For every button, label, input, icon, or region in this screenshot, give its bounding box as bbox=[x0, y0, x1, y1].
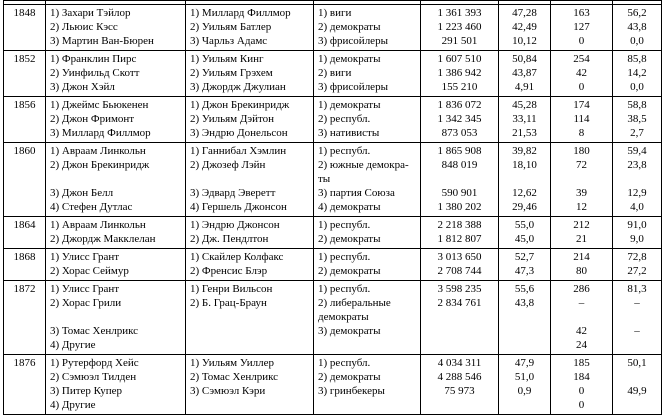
cell-year bbox=[4, 5, 46, 51]
cell-electors bbox=[551, 5, 613, 51]
cell-line: 1) Джеймс Бьюкенен bbox=[50, 99, 149, 111]
cell-line: 91,0 bbox=[627, 219, 647, 231]
cell-line: 1856 bbox=[13, 99, 36, 111]
cell-line: 114 bbox=[573, 113, 590, 125]
cell-line: 1) Захари Тэйлор bbox=[50, 7, 131, 19]
cell-line: 3) Эндрю Донельсон bbox=[190, 127, 288, 139]
cell-year bbox=[4, 97, 46, 143]
cell-candidates bbox=[46, 51, 186, 97]
cell-parties bbox=[314, 51, 421, 97]
cell-candidates bbox=[46, 143, 186, 217]
cell-line: 49,9 bbox=[627, 385, 647, 397]
cell-line: 47,9 bbox=[514, 357, 535, 369]
cell-vps bbox=[186, 249, 314, 281]
cell-line: 2) Хорас Сеймур bbox=[50, 265, 129, 277]
cell-line: 2) Уинфильд Скотт bbox=[50, 67, 140, 79]
cell-line: 0 bbox=[578, 81, 585, 93]
cell-line: 4 034 311 bbox=[437, 357, 482, 369]
cell-line: 4) Другие bbox=[50, 399, 96, 411]
cell-vote-pct bbox=[499, 217, 551, 249]
cell-line: 1) Франклин Пирс bbox=[50, 53, 137, 65]
cell-line: 75 973 bbox=[444, 385, 475, 397]
cell-line: – bbox=[578, 297, 585, 309]
cell-line: 212 bbox=[573, 219, 590, 231]
cell-line: 1) Генри Вильсон bbox=[190, 283, 273, 295]
cell-line: 3) Сэмюэл Кэри bbox=[190, 385, 266, 397]
cell-line: 72,8 bbox=[627, 251, 647, 263]
cell-votes bbox=[421, 217, 499, 249]
table-body bbox=[4, 1, 662, 415]
cell-vps bbox=[186, 355, 314, 415]
cell-line: 0,0 bbox=[630, 35, 644, 47]
cell-electors bbox=[551, 51, 613, 97]
cell-line: 43,8 bbox=[627, 21, 647, 33]
cell-line: 286 bbox=[573, 283, 590, 295]
cell-candidates bbox=[46, 281, 186, 355]
cell-line: 1) Эндрю Джонсон bbox=[190, 219, 280, 231]
cell-line: 4,91 bbox=[514, 81, 535, 93]
cell-line: 2 834 761 bbox=[437, 297, 482, 309]
cell-line: 18,10 bbox=[512, 159, 537, 171]
cell-line: 2) демократы bbox=[318, 21, 381, 33]
cell-line: 184 bbox=[573, 371, 590, 383]
cell-line: 52,7 bbox=[514, 251, 535, 263]
cell-line: 3) нативисты bbox=[318, 127, 380, 139]
cell-line bbox=[503, 338, 546, 352]
cell-line: 3) демократы bbox=[318, 325, 381, 337]
cell-line: 2) Сэмюэл Тилден bbox=[50, 371, 137, 383]
cell-line: 2) Б. Грац-Браун bbox=[190, 297, 267, 309]
cell-line: 1) демократы bbox=[318, 99, 381, 111]
cell-line: 2) Джон Фримонт bbox=[50, 113, 135, 125]
cell-candidates bbox=[46, 5, 186, 51]
cell-elector-pct bbox=[613, 5, 662, 51]
cell-line: 2) демократы bbox=[318, 371, 381, 383]
cell-line bbox=[190, 398, 309, 412]
cell-line: 2) южные демокра- bbox=[318, 159, 409, 171]
cell-line: – bbox=[634, 325, 640, 337]
cell-line: 38,5 bbox=[627, 113, 647, 125]
cell-electors bbox=[551, 249, 613, 281]
table-row bbox=[4, 97, 662, 143]
cell-vps bbox=[186, 51, 314, 97]
cell-line: – bbox=[634, 297, 640, 309]
table-row bbox=[4, 249, 662, 281]
cell-elector-pct bbox=[613, 217, 662, 249]
cell-electors bbox=[551, 355, 613, 415]
cell-candidates bbox=[46, 217, 186, 249]
cell-line: 2) Дж. Пендлтон bbox=[190, 233, 269, 245]
cell-line: 42 bbox=[576, 67, 587, 79]
cell-vps bbox=[186, 143, 314, 217]
cell-line: 254 bbox=[573, 53, 590, 65]
cell-line: 1) Уильям Уиллер bbox=[190, 357, 274, 369]
cell-line: 0 bbox=[578, 35, 585, 47]
cell-vote-pct bbox=[499, 5, 551, 51]
cell-line bbox=[617, 310, 657, 324]
cell-votes bbox=[421, 355, 499, 415]
cell-line: 163 bbox=[573, 7, 590, 19]
cell-parties bbox=[314, 281, 421, 355]
cell-line bbox=[318, 338, 416, 352]
cell-line: 12 bbox=[576, 201, 587, 213]
cell-vote-pct bbox=[499, 51, 551, 97]
cell-line: 39,82 bbox=[512, 145, 537, 157]
cell-line: 3) гринбекеры bbox=[318, 385, 385, 397]
cell-year bbox=[4, 281, 46, 355]
cell-line bbox=[50, 310, 181, 324]
cell-line: 2) демократы bbox=[318, 265, 381, 277]
cell-line: 39 bbox=[576, 187, 587, 199]
cell-line bbox=[617, 370, 657, 384]
cell-line: 2) Томас Хенлрикс bbox=[190, 371, 279, 383]
cell-line: 8 bbox=[578, 127, 585, 139]
cell-line bbox=[503, 324, 546, 338]
cell-line: 43,87 bbox=[512, 67, 537, 79]
cell-vote-pct bbox=[499, 281, 551, 355]
cell-line: 58,8 bbox=[627, 99, 647, 111]
cell-line: 1 386 942 bbox=[437, 67, 482, 79]
cell-line: 47,3 bbox=[514, 265, 535, 277]
cell-line: 1) Улисс Грант bbox=[50, 283, 120, 295]
cell-line: 1) Джон Брекинридж bbox=[190, 99, 290, 111]
cell-line: 848 019 bbox=[441, 159, 478, 171]
cell-line: 0,0 bbox=[630, 81, 644, 93]
cell-line: 27,2 bbox=[627, 265, 647, 277]
cell-line: 3) Джордж Джулиан bbox=[190, 81, 286, 93]
cell-elector-pct bbox=[613, 355, 662, 415]
cell-line: 174 bbox=[573, 99, 590, 111]
cell-line: 4) демократы bbox=[318, 201, 381, 213]
cell-line: 155 210 bbox=[441, 81, 478, 93]
cell-line: 51,0 bbox=[514, 371, 535, 383]
cell-line: 1 223 460 bbox=[437, 21, 482, 33]
cell-vps bbox=[186, 5, 314, 51]
cell-line: 2) Френсис Блэр bbox=[190, 265, 268, 277]
cell-line: 21 bbox=[576, 233, 587, 245]
cell-line: 2) Уильям Грэхем bbox=[190, 67, 273, 79]
cell-line: 3) Джон Хэйл bbox=[50, 81, 115, 93]
election-results-table bbox=[3, 0, 662, 415]
cell-line: 1) Скайлер Колфакс bbox=[190, 251, 284, 263]
cell-parties bbox=[314, 217, 421, 249]
cell-line bbox=[318, 398, 416, 412]
cell-line: 3) Питер Купер bbox=[50, 385, 122, 397]
cell-line: 1 361 393 bbox=[437, 7, 482, 19]
cell-line bbox=[190, 338, 309, 352]
cell-vps bbox=[186, 217, 314, 249]
cell-vote-pct bbox=[499, 97, 551, 143]
cell-line: 1 865 908 bbox=[437, 145, 482, 157]
cell-candidates bbox=[46, 355, 186, 415]
cell-line bbox=[617, 172, 657, 186]
cell-line: 56,2 bbox=[627, 7, 647, 19]
cell-line: 12,9 bbox=[627, 187, 647, 199]
cell-line bbox=[617, 398, 657, 412]
cell-line: 9,0 bbox=[630, 233, 644, 245]
cell-line: 2) Джордж Макклелан bbox=[50, 233, 156, 245]
cell-line: 33,11 bbox=[512, 113, 537, 125]
cell-votes bbox=[421, 51, 499, 97]
cell-line: 1) Рутерфорд Хейс bbox=[50, 357, 139, 369]
cell-line bbox=[503, 310, 546, 324]
cell-year bbox=[4, 249, 46, 281]
table-row bbox=[4, 355, 662, 415]
cell-line bbox=[425, 338, 494, 352]
cell-line: 3) Мартин Ван-Бюрен bbox=[50, 35, 154, 47]
cell-year bbox=[4, 51, 46, 97]
table-row bbox=[4, 5, 662, 51]
cell-line: 2) Льюис Кэсс bbox=[50, 21, 118, 33]
cell-line: 1) республ. bbox=[318, 357, 371, 369]
cell-line: 4 288 546 bbox=[437, 371, 482, 383]
cell-line: 55,6 bbox=[514, 283, 535, 295]
cell-line: 1) виги bbox=[318, 7, 352, 19]
cell-vote-pct bbox=[499, 143, 551, 217]
cell-vps bbox=[186, 97, 314, 143]
cell-line: 2) Уильям Дэйтон bbox=[190, 113, 275, 125]
cell-electors bbox=[551, 217, 613, 249]
cell-electors bbox=[551, 281, 613, 355]
cell-line: 214 bbox=[573, 251, 590, 263]
cell-line: демократы bbox=[318, 311, 369, 323]
table-row bbox=[4, 281, 662, 355]
cell-votes bbox=[421, 281, 499, 355]
cell-line: 2) виги bbox=[318, 67, 352, 79]
cell-line: 3) Чарльз Адамс bbox=[190, 35, 268, 47]
cell-parties bbox=[314, 5, 421, 51]
cell-line: 2) демократы bbox=[318, 233, 381, 245]
cell-line: 1 607 510 bbox=[437, 53, 482, 65]
cell-line: 1) республ. bbox=[318, 283, 371, 295]
cell-line: 291 501 bbox=[441, 35, 478, 47]
cell-line: 1) Ганнибал Хэмлин bbox=[190, 145, 287, 157]
cell-line: 2) либеральные bbox=[318, 297, 391, 309]
cell-line: 85,8 bbox=[627, 53, 647, 65]
cell-line: 23,8 bbox=[627, 159, 647, 171]
cell-candidates bbox=[46, 97, 186, 143]
cell-line: 2 708 744 bbox=[437, 265, 482, 277]
cell-elector-pct bbox=[613, 249, 662, 281]
cell-line: 42 bbox=[576, 325, 587, 337]
cell-line: 4,0 bbox=[630, 201, 644, 213]
cell-votes bbox=[421, 143, 499, 217]
cell-line: 12,62 bbox=[512, 187, 537, 199]
cell-line: 3) партия Союза bbox=[318, 187, 395, 199]
cell-line: 29,46 bbox=[512, 201, 537, 213]
cell-line: 59,4 bbox=[627, 145, 647, 157]
cell-line: 1864 bbox=[13, 219, 36, 231]
cell-line: 2) Хорас Грили bbox=[50, 297, 122, 309]
cell-line: 2) Уильям Батлер bbox=[190, 21, 272, 33]
cell-votes bbox=[421, 97, 499, 143]
cell-line bbox=[190, 310, 309, 324]
cell-line: 1) республ. bbox=[318, 219, 371, 231]
cell-elector-pct bbox=[613, 281, 662, 355]
cell-line: 2) Джон Брекинридж bbox=[50, 159, 150, 171]
cell-line: 1) республ. bbox=[318, 251, 371, 263]
cell-line: 2,7 bbox=[630, 127, 644, 139]
cell-line: 2) Джозеф Лэйн bbox=[190, 159, 266, 171]
cell-line: 10,12 bbox=[512, 35, 537, 47]
table-row bbox=[4, 143, 662, 217]
cell-line: 2 218 388 bbox=[437, 219, 482, 231]
cell-votes bbox=[421, 5, 499, 51]
cell-line bbox=[617, 338, 657, 352]
cell-line: 1) Миллард Филлмор bbox=[190, 7, 291, 19]
cell-line bbox=[50, 172, 181, 186]
cell-line: 4) Стефен Дутлас bbox=[50, 201, 133, 213]
cell-line: 0,9 bbox=[517, 385, 532, 397]
cell-line: 3 013 650 bbox=[437, 251, 482, 263]
cell-line: 24 bbox=[576, 339, 587, 351]
cell-vps bbox=[186, 281, 314, 355]
cell-line: 72 bbox=[576, 159, 587, 171]
cell-line: 1 836 072 bbox=[437, 99, 482, 111]
table-row bbox=[4, 51, 662, 97]
cell-line: 1) Улисс Грант bbox=[50, 251, 120, 263]
cell-line: 81,3 bbox=[627, 283, 647, 295]
cell-elector-pct bbox=[613, 143, 662, 217]
cell-line: 50,1 bbox=[627, 357, 647, 369]
cell-line: 3) фрисойлеры bbox=[318, 81, 388, 93]
cell-line: 1 380 202 bbox=[437, 201, 482, 213]
cell-line bbox=[190, 324, 309, 338]
cell-line: 1860 bbox=[13, 145, 36, 157]
cell-line: 3) Джон Белл bbox=[50, 187, 114, 199]
cell-line: 3) Эдвард Эверетт bbox=[190, 187, 276, 199]
cell-line: 80 bbox=[576, 265, 587, 277]
cell-line: 1) Авраам Линкольн bbox=[50, 145, 146, 157]
cell-line: 1876 bbox=[13, 357, 36, 369]
cell-elector-pct bbox=[613, 97, 662, 143]
cell-candidates bbox=[46, 249, 186, 281]
cell-parties bbox=[314, 143, 421, 217]
cell-line bbox=[425, 398, 494, 412]
cell-line bbox=[503, 398, 546, 412]
cell-line: 3) фрисойлеры bbox=[318, 35, 388, 47]
cell-line bbox=[503, 172, 546, 186]
cell-line: 14,2 bbox=[627, 67, 647, 79]
cell-line: 1) демократы bbox=[318, 53, 381, 65]
cell-line: 3 598 235 bbox=[437, 283, 482, 295]
cell-line: 1852 bbox=[13, 53, 36, 65]
cell-electors bbox=[551, 97, 613, 143]
cell-line: 50,84 bbox=[512, 53, 537, 65]
cell-line: 1) Авраам Линкольн bbox=[50, 219, 146, 231]
cell-year bbox=[4, 143, 46, 217]
cell-line: 127 bbox=[573, 21, 590, 33]
cell-line: ты bbox=[318, 173, 331, 185]
cell-votes bbox=[421, 249, 499, 281]
cell-line: 4) Другие bbox=[50, 339, 96, 351]
cell-line: 0 bbox=[578, 385, 585, 397]
cell-line: 1848 bbox=[13, 7, 36, 19]
cell-line: 1 342 345 bbox=[437, 113, 482, 125]
cell-line: 47,28 bbox=[512, 7, 537, 19]
cell-line: 3) Миллард Филлмор bbox=[50, 127, 151, 139]
cell-line: 1 812 807 bbox=[437, 233, 482, 245]
cell-parties bbox=[314, 355, 421, 415]
cell-line: 3) Томас Хенлрикс bbox=[50, 325, 139, 337]
cell-year bbox=[4, 217, 46, 249]
cell-line: 1) Уильям Кинг bbox=[190, 53, 264, 65]
cell-parties bbox=[314, 249, 421, 281]
cell-electors bbox=[551, 143, 613, 217]
cell-line: 0 bbox=[578, 399, 585, 411]
table-row bbox=[4, 217, 662, 249]
cell-line: 21,53 bbox=[512, 127, 537, 139]
cell-line: 1868 bbox=[13, 251, 36, 263]
cell-vote-pct bbox=[499, 249, 551, 281]
cell-line: 45,0 bbox=[514, 233, 535, 245]
cell-line bbox=[190, 172, 309, 186]
cell-line: 873 053 bbox=[441, 127, 478, 139]
cell-line bbox=[425, 172, 494, 186]
cell-line bbox=[555, 172, 608, 186]
cell-line: 45,28 bbox=[512, 99, 537, 111]
cell-year bbox=[4, 355, 46, 415]
cell-elector-pct bbox=[613, 51, 662, 97]
cell-line bbox=[555, 310, 608, 324]
cell-line: 590 901 bbox=[441, 187, 478, 199]
cell-parties bbox=[314, 97, 421, 143]
cell-line: 43,8 bbox=[514, 297, 535, 309]
cell-vote-pct bbox=[499, 355, 551, 415]
cell-line: 55,0 bbox=[514, 219, 535, 231]
cell-line: 180 bbox=[573, 145, 590, 157]
cell-line bbox=[425, 324, 494, 338]
cell-line: 1) республ. bbox=[318, 145, 371, 157]
cell-line: 1872 bbox=[13, 283, 36, 295]
cell-line: 185 bbox=[573, 357, 590, 369]
cell-line: 4) Гершель Джонсон bbox=[190, 201, 287, 213]
cell-line: 2) республ. bbox=[318, 113, 371, 125]
cell-line: 42,49 bbox=[512, 21, 537, 33]
cell-line bbox=[425, 310, 494, 324]
